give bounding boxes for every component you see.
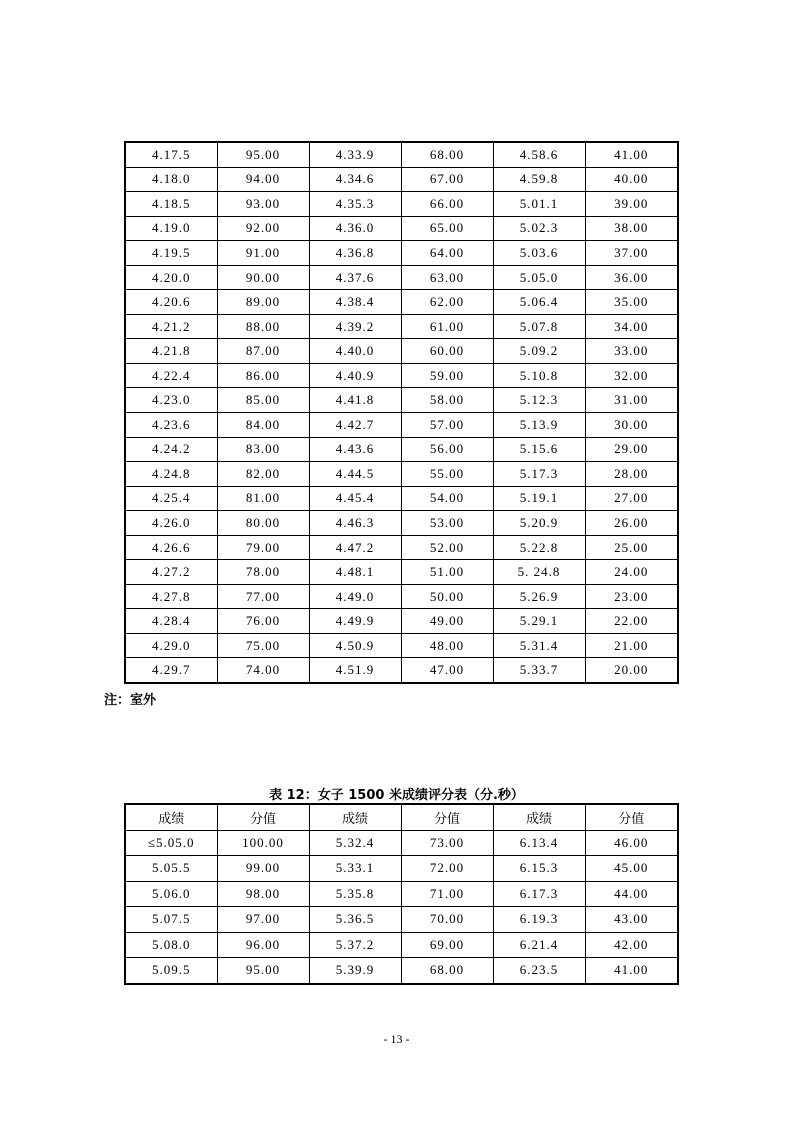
result-cell: 4.39.2 (309, 314, 401, 339)
result-cell: 5.29.1 (493, 609, 585, 634)
score-cell: 38.00 (585, 216, 678, 241)
score-cell: 39.00 (585, 192, 678, 217)
header-result: 成绩 (309, 804, 401, 830)
score-cell: 97.00 (217, 907, 309, 933)
table-row (125, 216, 678, 241)
score-cell: 43.00 (585, 907, 678, 933)
score-cell: 55.00 (401, 462, 493, 487)
header-score: 分值 (585, 804, 678, 830)
result-cell: 5.17.3 (493, 462, 585, 487)
table-row (125, 830, 678, 856)
score-cell: 66.00 (401, 192, 493, 217)
score-cell: 34.00 (585, 314, 678, 339)
score-cell: 80.00 (217, 511, 309, 536)
score-cell: 95.00 (217, 958, 309, 984)
score-cell: 100.00 (217, 830, 309, 856)
table-row (125, 167, 678, 192)
score-cell: 75.00 (217, 633, 309, 658)
result-cell: 5.09.5 (125, 958, 217, 984)
women-1500m-score-table (124, 803, 679, 985)
score-cell: 71.00 (401, 881, 493, 907)
result-cell: 5.09.2 (493, 339, 585, 364)
score-cell: 94.00 (217, 167, 309, 192)
score-cell: 45.00 (585, 856, 678, 882)
score-cell: 88.00 (217, 314, 309, 339)
score-cell: 22.00 (585, 609, 678, 634)
table-caption: 表 12：女子 1500 米成绩评分表（分.秒） (269, 788, 524, 803)
score-table-continued (124, 141, 679, 684)
result-cell: 6.13.4 (493, 830, 585, 856)
table-row (125, 363, 678, 388)
header-result: 成绩 (493, 804, 585, 830)
result-cell: 4.49.0 (309, 584, 401, 609)
score-cell: 67.00 (401, 167, 493, 192)
header-result: 成绩 (125, 804, 217, 830)
score-cell: 87.00 (217, 339, 309, 364)
result-cell: 5.31.4 (493, 633, 585, 658)
score-cell: 90.00 (217, 265, 309, 290)
result-cell: 4.37.6 (309, 265, 401, 290)
table-row (125, 241, 678, 266)
result-cell: 4.46.3 (309, 511, 401, 536)
result-cell: 4.36.8 (309, 241, 401, 266)
score-cell: 44.00 (585, 881, 678, 907)
result-cell: 5.33.1 (309, 856, 401, 882)
score-cell: 69.00 (401, 932, 493, 958)
score-cell: 84.00 (217, 413, 309, 438)
score-cell: 99.00 (217, 856, 309, 882)
score-cell: 54.00 (401, 486, 493, 511)
result-cell: 6.15.3 (493, 856, 585, 882)
result-cell: 4.48.1 (309, 560, 401, 585)
table-row (125, 856, 678, 882)
result-cell: 5.05.5 (125, 856, 217, 882)
result-cell: 4.40.9 (309, 363, 401, 388)
score-cell: 95.00 (217, 142, 309, 167)
score-cell: 30.00 (585, 413, 678, 438)
women-1500m-score-table-body (125, 830, 678, 984)
result-cell: 4.33.9 (309, 142, 401, 167)
score-cell: 41.00 (585, 142, 678, 167)
result-cell: 5.03.6 (493, 241, 585, 266)
result-cell: 4.42.7 (309, 413, 401, 438)
result-cell: 4.19.5 (125, 241, 217, 266)
result-cell: 5.15.6 (493, 437, 585, 462)
result-cell: 5.19.1 (493, 486, 585, 511)
score-cell: 36.00 (585, 265, 678, 290)
result-cell: 4.51.9 (309, 658, 401, 683)
result-cell: 4.59.8 (493, 167, 585, 192)
score-cell: 59.00 (401, 363, 493, 388)
result-cell: 5.06.0 (125, 881, 217, 907)
score-cell: 20.00 (585, 658, 678, 683)
result-cell: 4.49.9 (309, 609, 401, 634)
score-cell: 23.00 (585, 584, 678, 609)
result-cell: 5.05.0 (493, 265, 585, 290)
score-cell: 82.00 (217, 462, 309, 487)
score-cell: 65.00 (401, 216, 493, 241)
score-cell: 25.00 (585, 535, 678, 560)
result-cell: 5. 24.8 (493, 560, 585, 585)
result-cell: 4.50.9 (309, 633, 401, 658)
score-cell: 86.00 (217, 363, 309, 388)
table-row (125, 658, 678, 683)
result-cell: 6.23.5 (493, 958, 585, 984)
result-cell: 4.44.5 (309, 462, 401, 487)
result-cell: 4.41.8 (309, 388, 401, 413)
result-cell: 5.22.8 (493, 535, 585, 560)
table-row (125, 192, 678, 217)
score-cell: 32.00 (585, 363, 678, 388)
table-row (125, 511, 678, 536)
score-cell: 46.00 (585, 830, 678, 856)
score-cell: 26.00 (585, 511, 678, 536)
table-row (125, 265, 678, 290)
score-cell: 83.00 (217, 437, 309, 462)
result-cell: 5.37.2 (309, 932, 401, 958)
score-cell: 58.00 (401, 388, 493, 413)
table-row (125, 290, 678, 315)
result-cell: 4.27.2 (125, 560, 217, 585)
result-cell: 5.08.0 (125, 932, 217, 958)
score-cell: 21.00 (585, 633, 678, 658)
table-row (125, 609, 678, 634)
result-cell: 4.17.5 (125, 142, 217, 167)
result-cell: 4.22.4 (125, 363, 217, 388)
result-cell: 5.35.8 (309, 881, 401, 907)
result-cell: 4.34.6 (309, 167, 401, 192)
score-cell: 63.00 (401, 265, 493, 290)
table-row (125, 388, 678, 413)
score-cell: 92.00 (217, 216, 309, 241)
result-cell: 4.40.0 (309, 339, 401, 364)
score-cell: 77.00 (217, 584, 309, 609)
table-header-row (125, 804, 678, 830)
score-cell: 40.00 (585, 167, 678, 192)
table-row (125, 142, 678, 167)
result-cell: 4.18.5 (125, 192, 217, 217)
table-row (125, 932, 678, 958)
table-row (125, 535, 678, 560)
result-cell: 6.21.4 (493, 932, 585, 958)
result-cell: 5.39.9 (309, 958, 401, 984)
result-cell: 5.01.1 (493, 192, 585, 217)
table-row (125, 314, 678, 339)
result-cell: 4.19.0 (125, 216, 217, 241)
score-cell: 91.00 (217, 241, 309, 266)
score-cell: 76.00 (217, 609, 309, 634)
score-cell: 49.00 (401, 609, 493, 634)
result-cell: 5.13.9 (493, 413, 585, 438)
score-cell: 52.00 (401, 535, 493, 560)
table-row (125, 413, 678, 438)
score-table-continued-body (125, 142, 678, 683)
result-cell: 5.12.3 (493, 388, 585, 413)
score-cell: 73.00 (401, 830, 493, 856)
result-cell: 6.17.3 (493, 881, 585, 907)
score-cell: 50.00 (401, 584, 493, 609)
score-cell: 33.00 (585, 339, 678, 364)
result-cell: 4.21.2 (125, 314, 217, 339)
result-cell: 4.35.3 (309, 192, 401, 217)
result-cell: 4.25.4 (125, 486, 217, 511)
result-cell: 5.32.4 (309, 830, 401, 856)
result-cell: 5.26.9 (493, 584, 585, 609)
table-row (125, 486, 678, 511)
result-cell: 4.45.4 (309, 486, 401, 511)
result-cell: 5.33.7 (493, 658, 585, 683)
score-cell: 70.00 (401, 907, 493, 933)
table-row (125, 907, 678, 933)
score-cell: 98.00 (217, 881, 309, 907)
score-cell: 79.00 (217, 535, 309, 560)
score-cell: 74.00 (217, 658, 309, 683)
table-row (125, 633, 678, 658)
score-cell: 81.00 (217, 486, 309, 511)
result-cell: ≤5.05.0 (125, 830, 217, 856)
result-cell: 4.20.6 (125, 290, 217, 315)
result-cell: 4.38.4 (309, 290, 401, 315)
score-cell: 57.00 (401, 413, 493, 438)
score-cell: 96.00 (217, 932, 309, 958)
result-cell: 4.47.2 (309, 535, 401, 560)
page-number: - 13 - (383, 1032, 410, 1046)
score-cell: 51.00 (401, 560, 493, 585)
result-cell: 4.23.6 (125, 413, 217, 438)
score-cell: 60.00 (401, 339, 493, 364)
score-cell: 31.00 (585, 388, 678, 413)
result-cell: 4.28.4 (125, 609, 217, 634)
score-cell: 78.00 (217, 560, 309, 585)
result-cell: 5.36.5 (309, 907, 401, 933)
result-cell: 4.18.0 (125, 167, 217, 192)
result-cell: 4.27.8 (125, 584, 217, 609)
score-cell: 68.00 (401, 958, 493, 984)
result-cell: 4.23.0 (125, 388, 217, 413)
score-cell: 56.00 (401, 437, 493, 462)
result-cell: 5.07.8 (493, 314, 585, 339)
score-cell: 28.00 (585, 462, 678, 487)
score-cell: 27.00 (585, 486, 678, 511)
score-cell: 62.00 (401, 290, 493, 315)
result-cell: 4.43.6 (309, 437, 401, 462)
score-cell: 68.00 (401, 142, 493, 167)
score-cell: 85.00 (217, 388, 309, 413)
table-row (125, 339, 678, 364)
result-cell: 4.20.0 (125, 265, 217, 290)
result-cell: 4.24.8 (125, 462, 217, 487)
result-cell: 4.58.6 (493, 142, 585, 167)
note-outdoor: 注：室外 (104, 693, 157, 708)
score-cell: 89.00 (217, 290, 309, 315)
result-cell: 5.02.3 (493, 216, 585, 241)
result-cell: 5.10.8 (493, 363, 585, 388)
result-cell: 4.36.0 (309, 216, 401, 241)
score-cell: 35.00 (585, 290, 678, 315)
table-row (125, 958, 678, 984)
table-row (125, 462, 678, 487)
result-cell: 5.20.9 (493, 511, 585, 536)
table-row (125, 881, 678, 907)
score-cell: 64.00 (401, 241, 493, 266)
header-score: 分值 (401, 804, 493, 830)
score-cell: 93.00 (217, 192, 309, 217)
result-cell: 4.26.0 (125, 511, 217, 536)
result-cell: 4.26.6 (125, 535, 217, 560)
result-cell: 4.29.0 (125, 633, 217, 658)
result-cell: 5.07.5 (125, 907, 217, 933)
score-cell: 41.00 (585, 958, 678, 984)
result-cell: 4.24.2 (125, 437, 217, 462)
score-cell: 47.00 (401, 658, 493, 683)
score-cell: 48.00 (401, 633, 493, 658)
score-cell: 53.00 (401, 511, 493, 536)
result-cell: 6.19.3 (493, 907, 585, 933)
table-row (125, 584, 678, 609)
result-cell: 4.21.8 (125, 339, 217, 364)
score-cell: 37.00 (585, 241, 678, 266)
header-score: 分值 (217, 804, 309, 830)
score-cell: 61.00 (401, 314, 493, 339)
result-cell: 5.06.4 (493, 290, 585, 315)
score-cell: 29.00 (585, 437, 678, 462)
table-row (125, 560, 678, 585)
table-row (125, 437, 678, 462)
result-cell: 4.29.7 (125, 658, 217, 683)
score-cell: 72.00 (401, 856, 493, 882)
score-cell: 42.00 (585, 932, 678, 958)
score-cell: 24.00 (585, 560, 678, 585)
